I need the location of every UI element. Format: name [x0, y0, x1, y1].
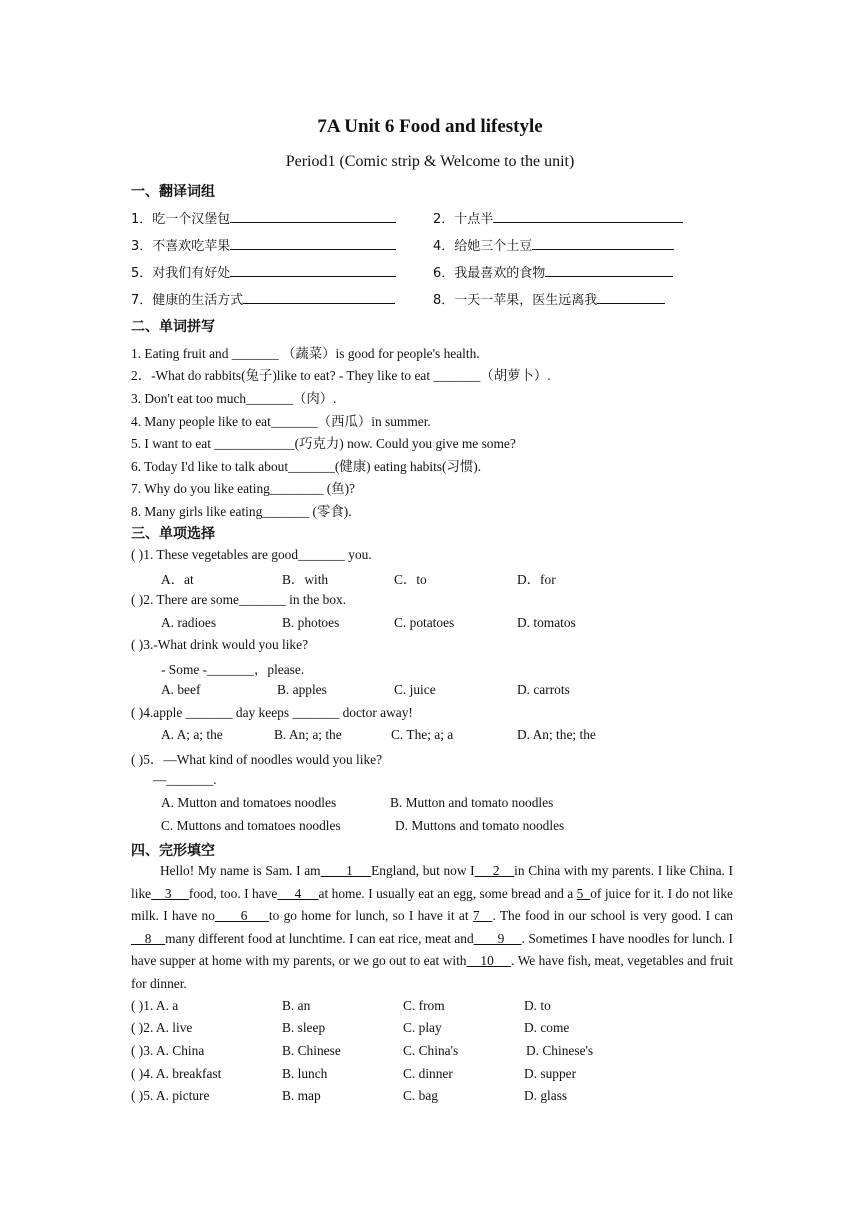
choice-option: D. carrots [517, 682, 570, 697]
choice-question: ( )5．—What kind of noodles would you like? [131, 752, 383, 767]
cloze-option-number: ( )5. A. picture [131, 1088, 210, 1103]
choice-question-line2: - Some -_______，please. [161, 662, 305, 677]
spelling-item: 3. Don't eat too much_______（肉）. [131, 391, 337, 406]
page-title: 7A Unit 6 Food and lifestyle [317, 116, 543, 137]
cloze-passage: Hello! My name is Sam. I am 1 England, but now I 2 in China with my parents. I like China. I like 3 food, too. I have 4 at home. I usually eat an egg, some bread and a 5 of juice for it. I do not like milk. I have no 6 to go home for lunch, so I have it at 7 . The food in our school is very good. I can 8 many different food at lunchtime. I can eat rice, meat and 9 . Sometimes I have noodles for lunch. I have supper at home with my parents, or we go out to eat with 10 . We have fish, meat, vegetables and fruit for dinner. [131, 863, 734, 991]
choice-option: A. Mutton and tomatoes noodles [161, 795, 337, 810]
cloze-option: C. play [403, 1020, 442, 1035]
cloze-option: B. map [282, 1088, 321, 1103]
choice-option: B. photoes [282, 615, 340, 630]
cloze-option: D. glass [524, 1088, 568, 1103]
choice-question: ( )3.-What drink would you like? [131, 637, 309, 652]
cloze-option: D. to [524, 998, 551, 1013]
spelling-item: 7. Why do you like eating________ (鱼)? [131, 481, 356, 496]
cloze-option: D. Chinese's [526, 1043, 594, 1058]
choice-option: A. beef [161, 682, 201, 697]
spelling-item: 5. I want to eat ____________(巧克力) now. Could you give me some? [131, 436, 516, 451]
choice-option: C. The; a; a [391, 727, 454, 742]
cloze-option: B. Chinese [282, 1043, 341, 1058]
spelling-item: 8. Many girls like eating_______ (零食). [131, 504, 352, 519]
spelling-item: 6. Today I'd like to talk about_______(健康) eating habits(习惯). [131, 459, 482, 474]
choice-option: C. potatoes [394, 615, 455, 630]
choice-option: A. radioes [161, 615, 217, 630]
choice-option: D．for [517, 572, 556, 587]
cloze-option: D. supper [524, 1066, 577, 1081]
translate-item: 4．给她三个土豆 [433, 235, 674, 254]
translate-item: 7．健康的生活方式 [131, 289, 395, 308]
spelling-item: 4. Many people like to eat_______（西瓜）in summer. [131, 414, 431, 429]
cloze-option: B. an [282, 998, 311, 1013]
choice-option: B. Mutton and tomato noodles [390, 795, 554, 810]
choice-question: ( )2. There are some_______ in the box. [131, 592, 347, 607]
spelling-item: 1. Eating fruit and _______ （蔬菜）is good for people's health. [131, 346, 480, 361]
translate-item: 8．一天一苹果，医生远离我 [433, 289, 665, 308]
cloze-option: C. bag [403, 1088, 438, 1103]
cloze-option-number: ( )4. A. breakfast [131, 1066, 222, 1081]
choice-option: D. Muttons and tomato noodles [395, 818, 565, 833]
translate-item: 5．对我们有好处 [131, 262, 396, 281]
cloze-option-number: ( )1. A. a [131, 998, 179, 1013]
choice-option: C．to [394, 572, 427, 587]
section-heading-choice: 三、单项选择 [131, 526, 215, 542]
choice-option: A．at [161, 572, 194, 587]
page-subtitle: Period1 (Comic strip & Welcome to the unit) [285, 153, 575, 170]
section-heading-spelling: 二、单词拼写 [131, 319, 215, 335]
translate-item: 1．吃一个汉堡包 [131, 208, 396, 227]
section-heading-cloze: 四、完形填空 [131, 843, 215, 859]
choice-option: A. A; a; the [161, 727, 223, 742]
cloze-option: C. dinner [403, 1066, 453, 1081]
section-heading-translate: 一、翻译词组 [131, 184, 215, 200]
choice-option: D. tomatos [517, 615, 576, 630]
cloze-option: B. lunch [282, 1066, 328, 1081]
cloze-option-number: ( )2. A. live [131, 1020, 193, 1035]
translate-item: 3．不喜欢吃苹果 [131, 235, 396, 254]
cloze-option: D. come [524, 1020, 570, 1035]
cloze-option-number: ( )3. A. China [131, 1043, 205, 1058]
cloze-option: C. from [403, 998, 445, 1013]
translate-item: 6．我最喜欢的食物 [433, 262, 673, 281]
choice-question: ( )4.apple _______ day keeps _______ doctor away! [131, 705, 413, 720]
choice-option: B．with [282, 572, 329, 587]
cloze-option: B. sleep [282, 1020, 326, 1035]
choice-option: C. juice [394, 682, 436, 697]
spelling-item: 2．-What do rabbits(兔子)like to eat? - They like to eat _______（胡萝卜）. [131, 368, 551, 383]
cloze-option: C. China's [403, 1043, 459, 1058]
choice-option: C. Muttons and tomatoes noodles [161, 818, 341, 833]
choice-question: ( )1. These vegetables are good_______ you. [131, 547, 372, 562]
choice-question-line2: —_______. [153, 772, 217, 787]
choice-option: D. An; the; the [517, 727, 596, 742]
choice-option: B. An; a; the [274, 727, 342, 742]
translate-item: 2．十点半 [433, 208, 683, 227]
choice-option: B. apples [277, 682, 327, 697]
